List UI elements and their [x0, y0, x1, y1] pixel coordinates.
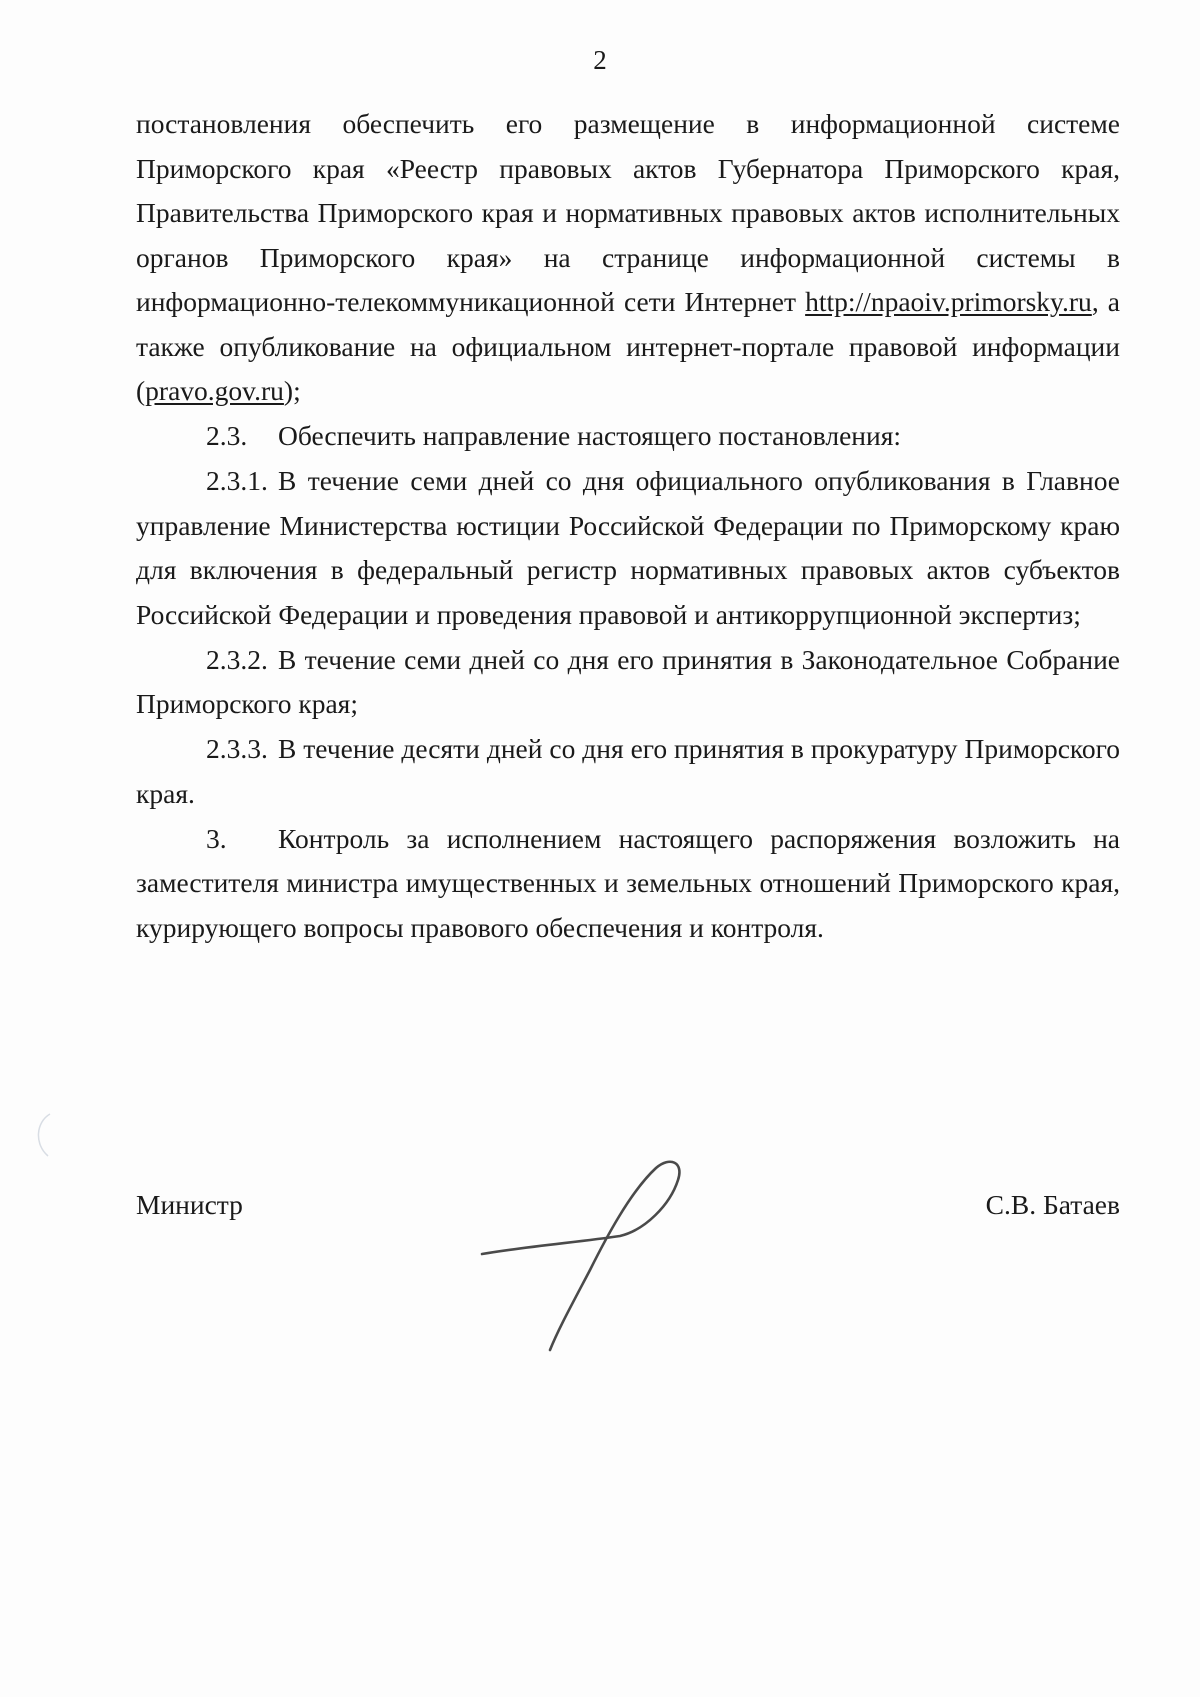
paragraph-text: );: [283, 375, 301, 406]
signatory-title: Министр: [136, 1189, 243, 1220]
clause-text: В течение десяти дней со дня его принятия в прокуратуру Приморского края.: [136, 733, 1120, 809]
paragraph-3: [136, 817, 1120, 951]
document-body: [136, 102, 1120, 951]
pravo-gov-link[interactable]: pravo.gov.ru: [145, 375, 284, 406]
clause-text: Обеспечить направление настоящего постановления:: [278, 420, 902, 451]
clause-number: 2.3.3.: [206, 733, 268, 764]
clause-text: В течение семи дней со дня официального опубликования в Главное управление Министерства юстиции Российской Федерации по Приморскому краю для включения в федеральный регистр нормативных правовых актов субъектов Российской Федерации и проведения правовой и антикоррупционной экспертиз;: [136, 465, 1120, 630]
paragraph-2-3: [136, 414, 1120, 459]
paragraph-text: постановления обеспечить его размещение в информационной системе Приморского края «Реестр правовых актов Губернатора Приморского края, Правительства Приморского края и нормативных правовых актов исполнительных органов Приморского края» на странице информационной системы в информационно-телекоммуникационной сети Интернет: [136, 108, 1120, 317]
paragraph-text: , а также опубликование на официальном интернет-портале правовой информации (: [136, 286, 1120, 406]
clause-number: 2.3.2.: [206, 643, 268, 675]
paragraph-2-3-3: [136, 727, 1120, 816]
clause-number: 2.3.1.: [206, 465, 268, 496]
handwritten-signature: [470, 1150, 720, 1360]
paragraph-publication: [136, 102, 1120, 414]
npaoiv-link[interactable]: http://npaoiv.primorsky.ru: [805, 286, 1092, 317]
clause-number: 2.3.: [206, 420, 248, 451]
paragraph-2-3-1: [136, 459, 1120, 637]
signatory-name: С.В. Батаев: [985, 1189, 1120, 1220]
scan-edge-mark: [30, 1110, 54, 1160]
page-number: 2: [593, 45, 607, 75]
clause-text: Контроль за исполнением настоящего распоряжения возложить на заместителя министра имущественных и земельных отношений Приморского края, курирующего вопросы правового обеспечения и контроля.: [136, 822, 1120, 943]
clause-number: 3.: [206, 822, 227, 854]
clause-text: В течение семи дней со дня его принятия в Законодательное Собрание Приморского края;: [136, 643, 1120, 719]
paragraph-2-3-2: [136, 638, 1120, 727]
